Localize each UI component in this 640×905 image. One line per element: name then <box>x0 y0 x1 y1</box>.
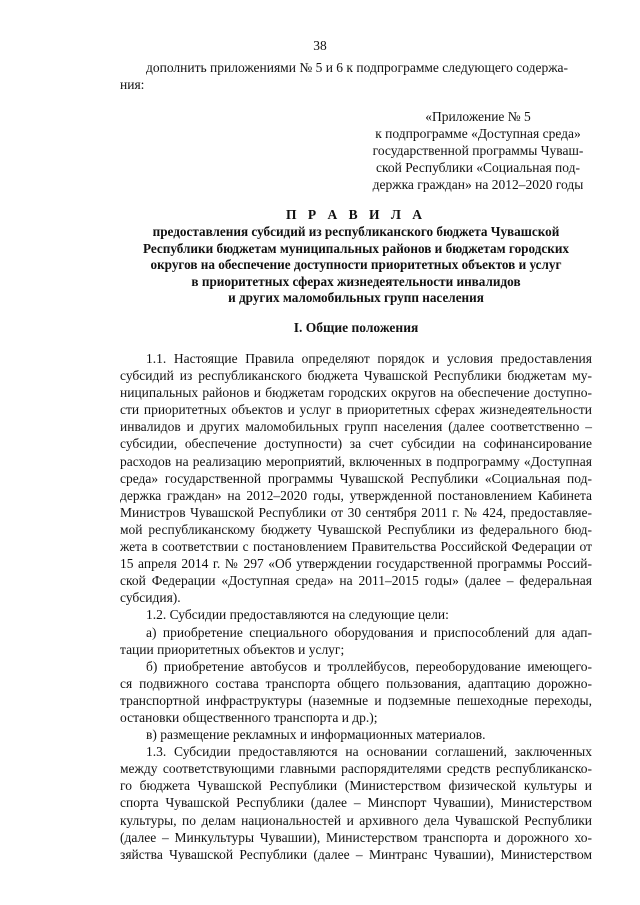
body-line: субсидия). <box>120 590 181 606</box>
body-line: инвалидов и других маломобильных групп населения (далее соответственно – <box>120 419 592 435</box>
body-line: субсидии, обеспечение доступности) за счет субсидии на софинансирование <box>120 436 592 452</box>
appendix-line: к подпрограмме «Доступная среда» <box>375 126 581 141</box>
appendix-line: ской Республики «Социальная под- <box>375 160 581 175</box>
body-line: держка граждан» на 2012–2020 годы, утвержденной постановлением Кабинета <box>120 487 592 503</box>
body-text <box>120 350 592 863</box>
body-line: а) приобретение специального оборудования и приспособлений для адап- <box>146 624 592 640</box>
appendix-line: держка граждан» на 2012–2020 годы <box>372 177 584 192</box>
body-line: зяйства Чувашской Республики (далее – Минтранс Чувашии), Министерством <box>120 846 592 862</box>
body-line: субсидий из республиканского бюджета Чувашской Республики бюджетам му- <box>120 368 592 384</box>
body-line: культуры, по делам национальностей и архивного дела Чувашской Республики <box>120 812 592 828</box>
body-line: в) размещение рекламных и информационных материалов. <box>146 727 486 743</box>
body-line: б) приобретение автобусов и троллейбусов, переоборудование имеющего- <box>146 658 592 674</box>
body-line: спорта Чувашской Республики (далее – Минспорт Чувашии), Министерством <box>120 795 592 811</box>
body-line: среда» государственной программы Чувашской Республики «Социальная под- <box>120 470 592 486</box>
body-line: ся подвижного состава транспорта общего пользования, адаптацию дорожно- <box>120 675 592 691</box>
appendix-line: «Приложение № 5 <box>425 109 531 124</box>
title-line: округов на обеспечение доступности приоритетных объектов и услуг <box>150 257 562 273</box>
page-number: 38 <box>313 38 327 53</box>
appendix-reference <box>364 108 592 193</box>
appendix-line: государственной программы Чуваш- <box>372 143 584 158</box>
body-line: 15 апреля 2014 г. № 297 «Об утверждении государственной программы Россий- <box>120 556 592 572</box>
title-line: в приоритетных сферах жизнедеятельности инвалидов <box>191 273 521 289</box>
body-line: расходов на реализацию мероприятий, включенных в подпрограмму «Доступная <box>120 453 592 469</box>
section-title: I. Общие положения <box>293 320 419 335</box>
body-line: остановки общественного транспорта и др.); <box>120 709 378 725</box>
body-line: 1.1. Настоящие Правила определяют порядок и условия предоставления <box>146 351 592 366</box>
body-line: (далее – Минкультуры Чувашии), Министерством транспорта и дорожного хо- <box>120 829 592 845</box>
title-line: и других маломобильных групп населения <box>228 290 484 306</box>
intro-line-end: ния: <box>120 77 145 92</box>
body-line: ниципальных районов и бюджетам городских округов на обеспечение доступно- <box>120 385 592 401</box>
title-line: предоставления субсидий из республиканского бюджета Чувашской <box>152 224 560 239</box>
body-line: мой республиканскому бюджету Чувашской Республики из федерального бюд- <box>120 521 592 537</box>
body-line: жета в соответствии с постановлением Правительства Российской Федерации от <box>120 539 592 555</box>
body-line: 1.2. Субсидии предоставляются на следующие цели: <box>146 607 449 623</box>
body-line: тации приоритетных объектов и услуг; <box>120 641 345 657</box>
document-title <box>120 224 592 307</box>
body-line: Министров Чувашской Республики от 30 сентября 2011 г. № 424, предоставляе- <box>120 504 592 520</box>
intro-paragraph <box>120 59 592 93</box>
body-line: сти приоритетных объектов и услуг в приоритетных сферах жизнедеятельности <box>120 402 592 418</box>
intro-line: дополнить приложениями № 5 и 6 к подпрограмме следующего содержа- <box>146 60 569 75</box>
rules-heading: П Р А В И Л А <box>285 207 427 222</box>
body-line: между соответствующими главными распорядителями средств республиканско- <box>120 761 592 777</box>
body-line: 1.3. Субсидии предоставляются на основании соглашений, заключенных <box>146 744 592 760</box>
title-line: Республики бюджетам муниципальных районов и бюджетам городских <box>142 240 570 256</box>
body-line: го бюджета Чувашской Республики (Министерством физической культуры и <box>120 778 592 794</box>
body-line: транспортной инфраструктуры (наземные и подземные пешеходные переходы, <box>120 692 592 708</box>
body-line: ской Федерации «Доступная среда» на 2011–2015 годы» (далее – федеральная <box>120 573 592 589</box>
